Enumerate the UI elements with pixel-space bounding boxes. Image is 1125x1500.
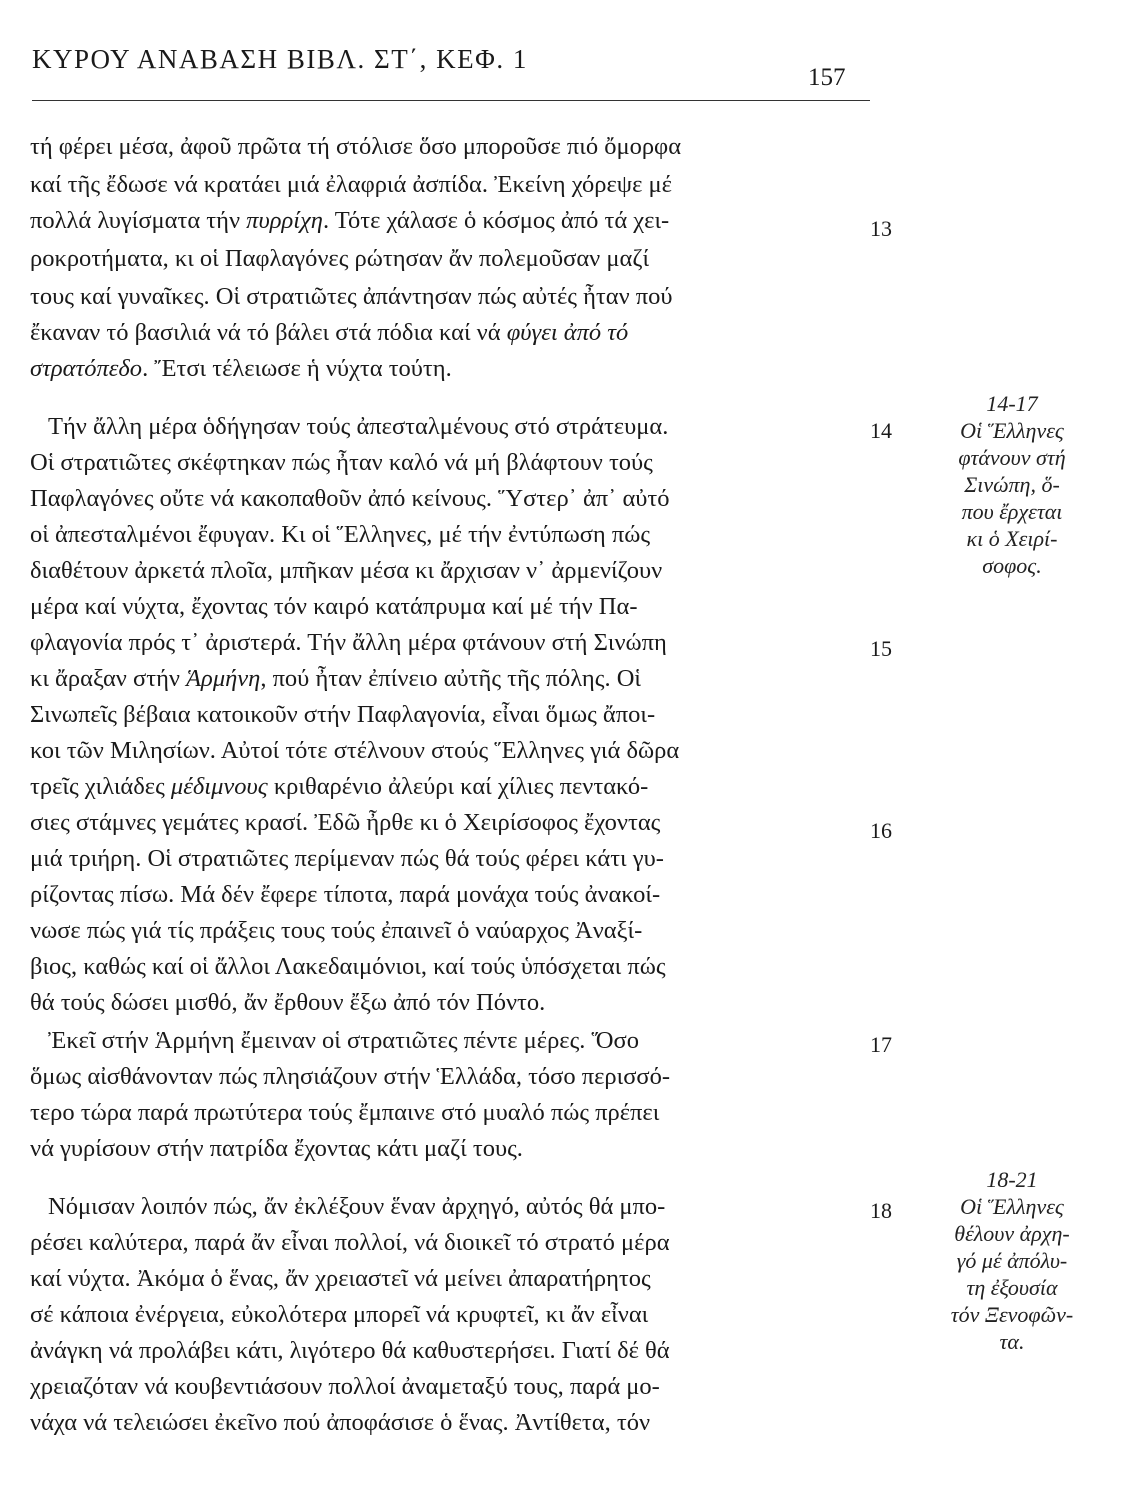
text-line: Τήν ἄλλη μέρα ὁδήγησαν τούς ἀπεσταλμένους στό στράτευμα. xyxy=(48,413,669,440)
section-number: 15 xyxy=(870,636,892,661)
text-line: διαθέτουν ἀρκετά πλοῖα, μπῆκαν μέσα κι ἄρχισαν ν᾽ ἀρμενίζουν xyxy=(30,557,663,584)
text-line xyxy=(30,318,860,348)
text-line: ἀνάγκη νά προλάβει κάτι, λιγότερο θά καθυστερήσει. Γιατί δέ θά xyxy=(30,1337,670,1364)
italic-term: φύγει ἀπό τό xyxy=(506,319,629,346)
section-number: 16 xyxy=(870,818,892,843)
running-head: ΚΥΡΟΥ ΑΝΑΒΑΣΗ ΒΙΒΛ. ΣΤ΄, ΚΕΦ. 1 xyxy=(32,44,528,74)
section-number: 18 xyxy=(870,1198,892,1223)
marginal-note-line: φτάνουν στή xyxy=(958,445,1066,470)
text-line: Οἱ στρατιῶτες σκέφτηκαν πώς ἦταν καλό νά μή βλάφτουν τούς xyxy=(30,449,653,476)
text-line xyxy=(30,354,860,384)
marginal-note xyxy=(912,1166,1112,1355)
text-span: τρεῖς χιλιάδες xyxy=(30,773,171,800)
text-span: πολλά λυγίσματα τήν xyxy=(30,207,247,234)
text-span: . Ἔτσι τέλειωσε ἡ νύχτα τούτη. xyxy=(142,355,452,382)
italic-term: μέδιμνους xyxy=(170,773,268,800)
text-line: ὅμως αἰσθάνονταν πώς πλησιάζουν στήν Ἑλλάδα, τόσο περισσό- xyxy=(30,1063,671,1090)
text-line: νά γυρίσουν στήν πατρίδα ἔχοντας κάτι μαζί τους. xyxy=(30,1135,523,1162)
text-line: τερο τώρα παρά πρωτύτερα τούς ἔμπαινε στό μυαλό πώς πρέπει xyxy=(30,1099,660,1126)
text-line: Ἐκεῖ στήν Ἁρμήνη ἔμειναν οἱ στρατιῶτες πέντε μέρες. Ὅσο xyxy=(48,1027,640,1054)
italic-term: πυρρίχη xyxy=(246,207,323,234)
text-line: Νόμισαν λοιπόν πώς, ἄν ἐκλέξουν ἕναν ἀρχηγό, αὐτός θά μπο- xyxy=(48,1193,666,1220)
header-rule xyxy=(32,100,870,101)
text-line: οἱ ἀπεσταλμένοι ἔφυγαν. Κι οἱ Ἕλληνες, μέ τήν ἐντύπωση πώς xyxy=(30,521,651,548)
text-line: χρειαζόταν νά κουβεντιάσουν πολλοί ἀναμεταξύ τους, παρά μο- xyxy=(30,1373,660,1400)
text-span: . Τότε χάλασε ὁ κόσμος ἀπό τά χει- xyxy=(322,207,670,234)
text-line: τους καί γυναῖκες. Οἱ στρατιῶτες ἀπάντησαν πώς αὐτές ἦταν πού xyxy=(30,283,673,310)
marginal-note-line: κι ὁ Χειρί- xyxy=(966,526,1058,551)
text-line xyxy=(30,206,860,236)
text-span: κριθαρένιο ἀλεύρι καί χίλιες πεντακό- xyxy=(267,773,649,800)
marginal-note-line: Οἱ Ἕλληνες xyxy=(960,1194,1064,1219)
italic-term: Ἁρμήνη xyxy=(186,665,261,692)
text-line: Παφλαγόνες οὔτε νά κακοπαθοῦν ἀπό κείνους. Ὕστερ᾽ ἀπ᾽ αὐτό xyxy=(30,485,670,512)
text-line: ροκροτήματα, κι οἱ Παφλαγόνες ρώτησαν ἄν πολεμοῦσαν μαζί xyxy=(30,245,650,272)
marginal-note-line: θέλουν ἀρχη- xyxy=(954,1221,1070,1246)
marginal-note-line: σοφος. xyxy=(982,553,1042,578)
marginal-note-line: γό μέ ἀπόλυ- xyxy=(956,1248,1068,1273)
marginal-note-line: τη ἐξουσία xyxy=(966,1275,1058,1300)
marginal-note-line: τόν Ξενοφῶν- xyxy=(950,1302,1074,1327)
marginal-note-line: που ἔρχεται xyxy=(961,499,1063,524)
text-line: μέρα καί νύχτα, ἔχοντας τόν καιρό κατάπρυμα καί μέ τήν Πα- xyxy=(30,593,638,620)
text-line: Σινωπεῖς βέβαια κατοικοῦν στήν Παφλαγονία, εἶναι ὅμως ἄποι- xyxy=(30,701,656,728)
text-line: βιος, καθώς καί οἱ ἄλλοι Λακεδαιμόνιοι, καί τούς ὑπόσχεται πώς xyxy=(30,953,666,980)
text-line: νάχα νά τελειώσει ἐκεῖνο πού ἀποφάσισε ὁ ἕνας. Ἀντίθετα, τόν xyxy=(30,1409,651,1436)
text-line: φλαγονία πρός τ᾽ ἀριστερά. Τήν ἄλλη μέρα φτάνουν στή Σινώπη xyxy=(30,629,667,656)
text-span: ἔκαναν τό βασιλιά νά τό βάλει στά πόδια καί νά xyxy=(30,319,507,346)
text-line: σέ κάποια ἐνέργεια, εὐκολότερα μπορεῖ νά κρυφτεῖ, κι ἄν εἶναι xyxy=(30,1301,649,1328)
marginal-note-line: Οἱ Ἕλληνες xyxy=(960,418,1064,443)
italic-term: στρατόπεδο xyxy=(30,355,143,382)
text-line xyxy=(30,664,860,694)
text-line: καί νύχτα. Ἀκόμα ὁ ἕνας, ἄν χρειαστεῖ νά μείνει ἀπαρατήρητος xyxy=(30,1265,651,1292)
text-line: καί τῆς ἔδωσε νά κρατάει μιά ἐλαφριά ἀσπίδα. Ἐκείνη χόρεψε μέ xyxy=(30,171,672,198)
text-line: νωσε πώς γιά τίς πράξεις τους τούς ἐπαινεῖ ὁ ναύαρχος Ἀναξί- xyxy=(30,917,643,944)
section-number: 17 xyxy=(870,1032,892,1057)
text-line: ρέσει καλύτερα, παρά ἄν εἶναι πολλοί, νά διοικεῖ τό στρατό μέρα xyxy=(30,1229,670,1256)
text-line: κοι τῶν Μιλησίων. Αὐτοί τότε στέλνουν στούς Ἕλληνες γιά δῶρα xyxy=(30,737,680,764)
marginal-note-range: 18-21 xyxy=(986,1167,1038,1192)
text-line: θά τούς δώσει μισθό, ἄν ἔρθουν ἔξω ἀπό τόν Πόντο. xyxy=(30,989,546,1016)
text-span: κι ἄραξαν στήν xyxy=(30,665,187,692)
text-line: τή φέρει μέσα, ἀφοῦ πρῶτα τή στόλισε ὅσο μποροῦσε πιό ὄμορφα xyxy=(30,133,682,160)
section-number: 13 xyxy=(870,216,892,241)
text-line: μιά τριήρη. Οἱ στρατιῶτες περίμεναν πώς θά τούς φέρει κάτι γυ- xyxy=(30,845,664,872)
marginal-note-line: τα. xyxy=(999,1329,1025,1354)
text-line: ρίζοντας πίσω. Μά δέν ἔφερε τίποτα, παρά μονάχα τούς ἀνακοί- xyxy=(30,881,661,908)
text-line: σιες στάμνες γεμάτες κρασί. Ἐδῶ ἦρθε κι ὁ Χειρίσοφος ἔχοντας xyxy=(30,809,661,836)
marginal-note xyxy=(912,390,1112,579)
marginal-note-range: 14-17 xyxy=(986,391,1038,416)
section-number: 14 xyxy=(870,418,892,443)
page-number: 157 xyxy=(808,64,846,91)
text-line xyxy=(30,772,860,802)
marginal-note-line: Σινώπη, ὅ- xyxy=(964,472,1060,497)
text-span: , πού ἦταν ἐπίνειο αὐτῆς τῆς πόλης. Οἱ xyxy=(260,665,641,692)
